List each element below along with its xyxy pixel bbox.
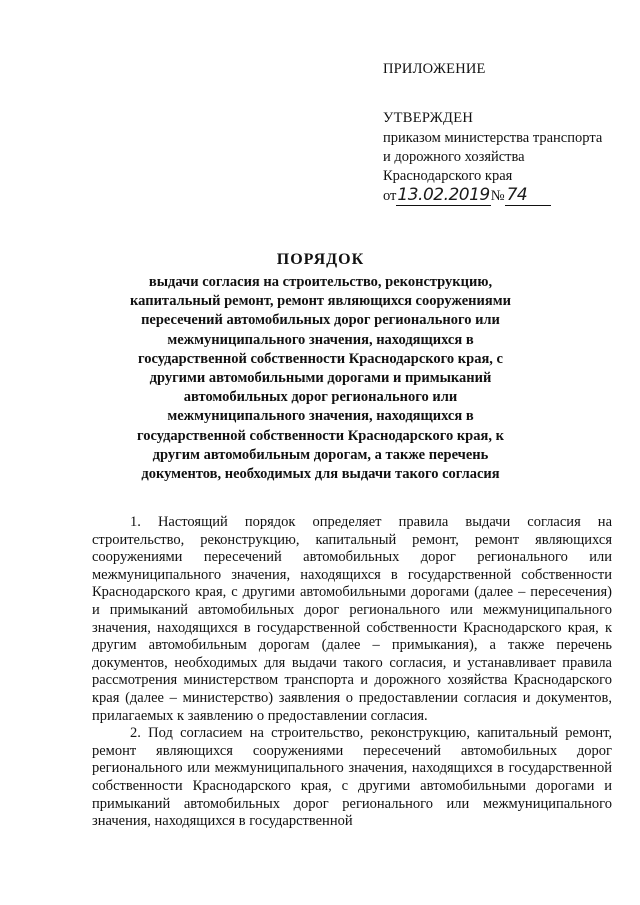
document-body (92, 514, 612, 831)
number-prefix: № (490, 188, 505, 204)
document-title: ПОРЯДОК (276, 251, 365, 268)
paragraph-2: 2. Под согласием на строительство, реконструкцию, капитальный ремонт, ремонт являющихся сооружениями пересечений автомобильных дорог регионального или межмуниципального значения, находящихся в государственной собственности Краснодарского края, с другими автомобильными дорогами и примыканий автомобильных дорог регионального или межмуниципального значения, находящихся в государственной (92, 725, 612, 830)
order-issuer-line-1: приказом министерства транспорта (383, 130, 603, 146)
approved-label: УТВЕРЖДЕН (383, 110, 474, 126)
handwritten-date: 13.02.2019 (397, 185, 490, 205)
approval-stamp-block (383, 60, 633, 206)
order-issuer-line-3: Краснодарского края (383, 168, 513, 184)
document-subtitle: выдачи согласия на строительство, реконструкцию, капитальный ремонт, ремонт являющихся сооружениями пересечений автомобильных дорог регионального или межмуниципального значения, находящихся в государственной собственности Краснодарского края, с другими автомобильными дорогами и примыканий автомобильных дорог регионального или межмуниципального значения, находящихся в государственной собственности Краснодарского края, к другим автомобильным дорогам, а также перечень документов, необходимых для выдачи такого согласия (130, 274, 511, 483)
date-prefix: от (383, 188, 397, 204)
order-issuer-line-2: и дорожного хозяйства (383, 149, 525, 165)
paragraph-1: 1. Настоящий порядок определяет правила выдачи согласия на строительство, реконструкцию, капитальный ремонт, ремонт являющихся сооружениями пересечений автомобильных дорог регионального или межмуниципального значения, находящихся в государственной собственности Краснодарского края, с другими автомобильными дорогами (далее – пересечения) и примыканий автомобильных дорог регионального или межмуниципального значения, находящихся в государственной собственности Краснодарского края, к другим автомобильным дорогам (далее – примыкания), а также перечень документов, необходимых для выдачи такого согласия, и устанавливает правила рассмотрения министерством транспорта и дорожного хозяйства Краснодарского края (далее – министерство) заявления о предоставлении согласия и документов, прилагаемых к заявлению о предоставлении согласия. (92, 514, 612, 724)
document-title-block (118, 249, 523, 484)
appendix-label: ПРИЛОЖЕНИЕ (383, 61, 486, 77)
order-date-line (383, 186, 633, 206)
handwritten-number: 74 (506, 185, 528, 205)
order-number-field (505, 186, 551, 206)
order-date-field (396, 186, 490, 206)
